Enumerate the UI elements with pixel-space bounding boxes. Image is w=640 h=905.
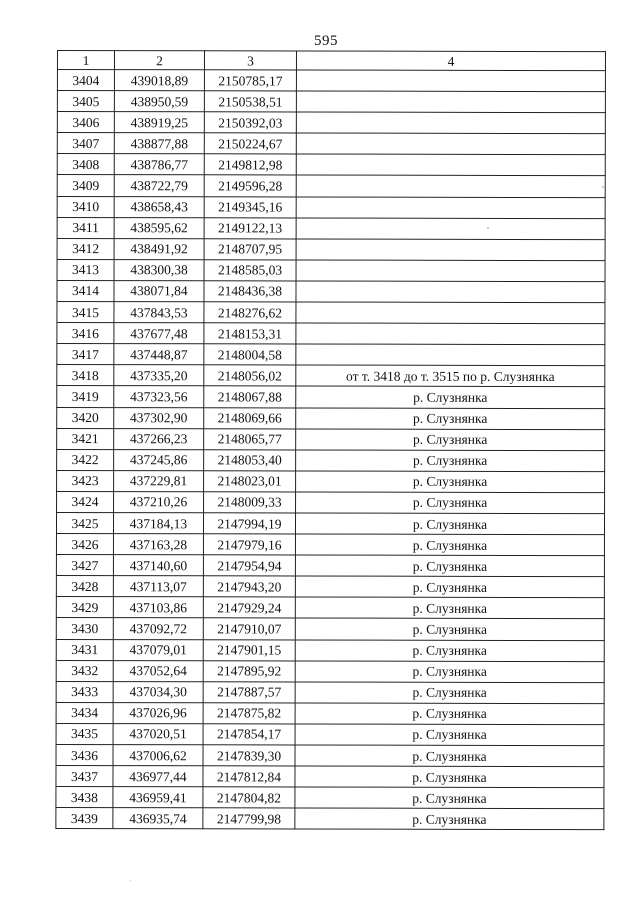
table-row (56, 534, 604, 556)
table-row (56, 787, 604, 809)
description-cell (296, 260, 605, 282)
x-coordinate-cell: 437677,48 (114, 323, 204, 344)
description-cell: р. Слузнянка (296, 408, 605, 430)
point-number-cell: 3422 (57, 449, 114, 470)
y-coordinate-cell: 2148276,62 (204, 302, 296, 323)
point-number-cell: 3418 (57, 365, 114, 386)
table-row (57, 259, 605, 281)
description-cell: р. Слузнянка (295, 597, 604, 619)
x-coordinate-cell: 437140,60 (113, 555, 203, 576)
x-coordinate-cell: 436977,44 (113, 766, 203, 787)
table-body (56, 70, 606, 831)
point-number-cell: 3424 (57, 491, 114, 512)
x-coordinate-cell: 437210,26 (114, 491, 204, 512)
scan-speck (468, 596, 469, 597)
description-cell: р. Слузнянка (295, 703, 604, 725)
y-coordinate-cell: 2148069,66 (204, 407, 296, 428)
point-number-cell: 3436 (56, 744, 113, 765)
point-number-cell: 3413 (57, 259, 114, 280)
description-cell: р. Слузнянка (295, 555, 604, 577)
y-coordinate-cell: 2148707,95 (204, 239, 296, 260)
description-cell (296, 154, 605, 176)
x-coordinate-cell: 437266,23 (114, 428, 204, 449)
table-row (56, 766, 604, 788)
scan-speck (487, 227, 489, 229)
description-cell: р. Слузнянка (295, 661, 604, 683)
y-coordinate-cell: 2147887,57 (203, 682, 295, 703)
y-coordinate-cell: 2147812,84 (203, 766, 295, 787)
x-coordinate-cell: 437079,01 (113, 639, 203, 660)
y-coordinate-cell: 2148436,38 (204, 281, 296, 302)
x-coordinate-cell: 437163,28 (113, 534, 203, 555)
point-number-cell: 3431 (56, 639, 113, 660)
y-coordinate-cell: 2147979,16 (203, 534, 295, 555)
description-cell: р. Слузнянка (295, 618, 604, 640)
y-coordinate-cell: 2148585,03 (204, 260, 296, 281)
description-cell: р. Слузнянка (296, 471, 605, 493)
point-number-cell: 3404 (57, 70, 114, 91)
description-cell: р. Слузнянка (295, 640, 604, 662)
y-coordinate-cell: 2148009,33 (204, 492, 296, 513)
x-coordinate-cell: 437323,56 (114, 386, 204, 407)
point-number-cell: 3419 (57, 386, 114, 407)
table-row (56, 808, 604, 830)
header-col-2: 2 (114, 51, 204, 70)
y-coordinate-cell: 2149596,28 (204, 175, 296, 196)
table-row (56, 639, 604, 661)
table-row (56, 660, 604, 682)
description-cell (296, 344, 605, 366)
y-coordinate-cell: 2148065,77 (204, 428, 296, 449)
header-col-1: 1 (57, 51, 114, 70)
description-cell (296, 239, 605, 261)
table-row (57, 91, 605, 113)
description-cell (296, 218, 605, 240)
y-coordinate-cell: 2148053,40 (204, 449, 296, 470)
header-row (57, 51, 605, 71)
table-row (57, 491, 605, 513)
y-coordinate-cell: 2147901,15 (203, 639, 295, 660)
point-number-cell: 3427 (56, 555, 113, 576)
description-cell: р. Слузнянка (295, 724, 604, 746)
x-coordinate-cell: 438919,25 (114, 112, 204, 133)
y-coordinate-cell: 2147943,20 (203, 576, 295, 597)
description-cell: р. Слузнянка (296, 429, 605, 451)
table-row (56, 681, 604, 703)
description-cell: р. Слузнянка (296, 492, 605, 514)
description-cell (296, 133, 605, 155)
x-coordinate-cell: 438877,88 (114, 133, 204, 154)
y-coordinate-cell: 2148067,88 (204, 386, 296, 407)
table-row (57, 470, 605, 492)
y-coordinate-cell: 2149812,98 (204, 154, 296, 175)
point-number-cell: 3438 (56, 787, 113, 808)
table-row (57, 70, 605, 92)
description-cell (296, 70, 605, 92)
scan-speck (130, 880, 131, 881)
description-cell: р. Слузнянка (296, 450, 605, 472)
table-row (57, 112, 605, 134)
x-coordinate-cell: 437103,86 (113, 597, 203, 618)
y-coordinate-cell: 2147895,92 (203, 660, 295, 681)
table-row (56, 702, 604, 724)
description-cell (296, 197, 605, 219)
x-coordinate-cell: 438071,84 (114, 281, 204, 302)
description-cell (296, 281, 605, 303)
point-number-cell: 3434 (56, 702, 113, 723)
point-number-cell: 3406 (57, 112, 114, 133)
point-number-cell: 3407 (57, 133, 114, 154)
x-coordinate-cell: 438722,79 (114, 175, 204, 196)
x-coordinate-cell: 438786,77 (114, 154, 204, 175)
y-coordinate-cell: 2147804,82 (203, 787, 295, 808)
description-cell: р. Слузнянка (295, 787, 604, 809)
table-row (57, 280, 605, 302)
x-coordinate-cell: 437302,90 (114, 407, 204, 428)
table-row (57, 133, 605, 155)
point-number-cell: 3437 (56, 766, 113, 787)
point-number-cell: 3439 (56, 808, 113, 829)
table-row (57, 407, 605, 429)
point-number-cell: 3426 (56, 534, 113, 555)
x-coordinate-cell: 437034,30 (113, 681, 203, 702)
x-coordinate-cell: 438658,43 (114, 196, 204, 217)
table-row (56, 744, 604, 766)
table-row (57, 323, 605, 345)
x-coordinate-cell: 437020,51 (113, 724, 203, 745)
table-row (56, 618, 604, 640)
y-coordinate-cell: 2150785,17 (204, 70, 296, 91)
point-number-cell: 3420 (57, 407, 114, 428)
description-cell (296, 302, 605, 324)
x-coordinate-cell: 437843,53 (114, 302, 204, 323)
y-coordinate-cell: 2148023,01 (204, 471, 296, 492)
description-cell: р. Слузнянка (295, 682, 604, 704)
table-row (56, 597, 604, 619)
point-number-cell: 3414 (57, 280, 114, 301)
table-row (57, 238, 605, 260)
description-cell: р. Слузнянка (296, 386, 605, 408)
point-number-cell: 3417 (57, 344, 114, 365)
x-coordinate-cell: 438300,38 (114, 259, 204, 280)
table-row (57, 428, 605, 450)
x-coordinate-cell: 437026,96 (113, 702, 203, 723)
point-number-cell: 3421 (57, 428, 114, 449)
y-coordinate-cell: 2147954,94 (203, 555, 295, 576)
table-row (57, 449, 605, 471)
point-number-cell: 3433 (56, 681, 113, 702)
description-cell (296, 175, 605, 197)
description-cell (296, 91, 605, 113)
table-header (57, 51, 605, 71)
x-coordinate-cell: 437335,20 (114, 365, 204, 386)
table-row (56, 723, 604, 745)
y-coordinate-cell: 2147839,30 (203, 745, 295, 766)
y-coordinate-cell: 2147875,82 (203, 703, 295, 724)
table-row (57, 302, 605, 324)
x-coordinate-cell: 437092,72 (113, 618, 203, 639)
point-number-cell: 3435 (56, 723, 113, 744)
description-cell: р. Слузнянка (295, 576, 604, 598)
x-coordinate-cell: 437006,62 (113, 745, 203, 766)
x-coordinate-cell: 437448,87 (114, 344, 204, 365)
description-cell: от т. 3418 до т. 3515 по р. Слузнянка (296, 365, 605, 387)
x-coordinate-cell: 437052,64 (113, 660, 203, 681)
point-number-cell: 3412 (57, 238, 114, 259)
table-row (56, 512, 604, 534)
x-coordinate-cell: 437245,86 (114, 449, 204, 470)
y-coordinate-cell: 2147854,17 (203, 724, 295, 745)
y-coordinate-cell: 2149122,13 (204, 217, 296, 238)
point-number-cell: 3432 (56, 660, 113, 681)
table-row (57, 175, 605, 197)
point-number-cell: 3428 (56, 576, 113, 597)
y-coordinate-cell: 2147994,19 (203, 513, 295, 534)
description-cell: р. Слузнянка (295, 513, 604, 535)
point-number-cell: 3423 (57, 470, 114, 491)
y-coordinate-cell: 2150224,67 (204, 133, 296, 154)
y-coordinate-cell: 2148056,02 (204, 365, 296, 386)
table-row (56, 555, 604, 577)
y-coordinate-cell: 2147929,24 (203, 597, 295, 618)
point-number-cell: 3408 (57, 154, 114, 175)
x-coordinate-cell: 436959,41 (113, 787, 203, 808)
scan-speck (602, 186, 604, 188)
header-col-4: 4 (296, 51, 605, 71)
y-coordinate-cell: 2150392,03 (204, 112, 296, 133)
x-coordinate-cell: 436935,74 (113, 808, 203, 829)
y-coordinate-cell: 2147799,98 (203, 808, 295, 829)
x-coordinate-cell: 437229,81 (114, 470, 204, 491)
header-col-3: 3 (204, 51, 296, 70)
coordinates-table (55, 50, 606, 831)
table-row (57, 217, 605, 239)
table-row (56, 576, 604, 598)
point-number-cell: 3405 (57, 91, 114, 112)
table-row (57, 196, 605, 218)
description-cell: р. Слузнянка (295, 808, 604, 830)
table-row (57, 386, 605, 408)
point-number-cell: 3409 (57, 175, 114, 196)
table-row (57, 344, 605, 366)
y-coordinate-cell: 2147910,07 (203, 618, 295, 639)
page-number: 595 (314, 33, 338, 49)
point-number-cell: 3429 (56, 597, 113, 618)
description-cell: р. Слузнянка (295, 534, 604, 556)
y-coordinate-cell: 2148153,31 (204, 323, 296, 344)
point-number-cell: 3425 (56, 512, 113, 533)
x-coordinate-cell: 438950,59 (114, 91, 204, 112)
y-coordinate-cell: 2149345,16 (204, 196, 296, 217)
y-coordinate-cell: 2148004,58 (204, 344, 296, 365)
point-number-cell: 3416 (57, 323, 114, 344)
point-number-cell: 3415 (57, 302, 114, 323)
x-coordinate-cell: 439018,89 (114, 70, 204, 91)
x-coordinate-cell: 437184,13 (113, 513, 203, 534)
description-cell: р. Слузнянка (295, 745, 604, 767)
point-number-cell: 3410 (57, 196, 114, 217)
description-cell (296, 112, 605, 134)
point-number-cell: 3430 (56, 618, 113, 639)
description-cell (296, 323, 605, 345)
table-row (57, 154, 605, 176)
x-coordinate-cell: 437113,07 (113, 576, 203, 597)
point-number-cell: 3411 (57, 217, 114, 238)
x-coordinate-cell: 438595,62 (114, 217, 204, 238)
y-coordinate-cell: 2150538,51 (204, 91, 296, 112)
description-cell: р. Слузнянка (295, 766, 604, 788)
x-coordinate-cell: 438491,92 (114, 238, 204, 259)
table-row (57, 365, 605, 387)
